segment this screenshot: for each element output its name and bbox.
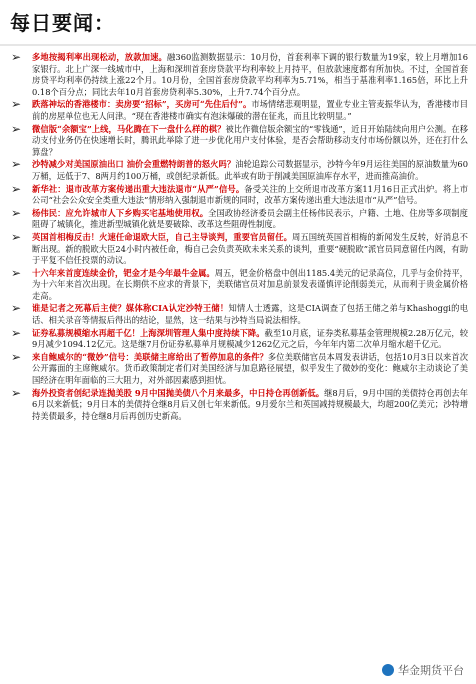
page-title: 每日要闻：: [10, 11, 115, 35]
news-headline: 沙特减少对美国原油出口 油价会重燃特朗普的怒火吗？: [32, 159, 236, 170]
news-headline: 多地按揭利率出现松动，放款加速。: [32, 52, 167, 62]
bullet-arrow-icon: ➢: [11, 301, 22, 316]
news-list: [8, 52, 468, 423]
bullet-arrow-icon: ➢: [11, 157, 22, 172]
news-headline: 新华社：退市改革方案传递出重大违法退市“从严”信号。: [32, 183, 245, 194]
bullet-arrow-icon: ➢: [11, 349, 22, 364]
news-body: 周五，钯金价格盘中创出1185.4美元的记录高位，几乎与金价持平，为十六年来首次出现。在长期供不应求的背景下，美联储官员对加息前景发表谨慎评论削弱美元，从而利于贵金属价格走高。: [32, 267, 468, 301]
news-item: [8, 265, 468, 303]
news-body: 全国政协经济委员会副主任杨伟民表示，户籍、土地、住房等多项制度阻碍了城镇化，推进新型城镇化就是要破除、改革这些阻碍性制度。: [32, 207, 468, 230]
news-body: 油轮追踪公司数据显示，沙特今年9月运往美国的原油数量为60万桶，远低于7、8两月约100万桶，或创纪录新低。此举或有助于削减美国原油库存水平，进而推高油价。: [32, 159, 468, 181]
news-item: [8, 325, 468, 351]
news-headline: 海外投资者创纪录连抛美股 9月中国抛美债八个月来最多，中日持仓再创新低。: [32, 387, 325, 398]
news-item: [8, 303, 468, 326]
news-item: [8, 229, 468, 267]
bullet-arrow-icon: ➢: [11, 97, 22, 112]
news-headline: 十六年来首度连续金价，钯金才是今年最牛金属。: [32, 267, 215, 278]
news-item: [8, 99, 468, 122]
news-headline: 英国首相梅反击！火速任命退欧大臣，自己主导谈判，重要官员留任。: [32, 231, 292, 242]
watermark-text: 华金期货平台: [398, 664, 464, 677]
bullet-arrow-icon: ➢: [11, 229, 22, 244]
news-body: 市场情绪悲观明显，置业专业主管麦振华认为，香港楼市目前的房屋单位也无人问津。“现在香港楼市确实有泡沫爆破的潜在征兆，而且比较明显。”: [32, 99, 468, 121]
watermark: [380, 662, 466, 678]
news-item: [8, 349, 468, 387]
header: [0, 0, 476, 46]
news-item: [8, 181, 468, 207]
news-headline: 谁是记者之死幕后主使？媒体称CIA认定沙特王储！: [32, 303, 229, 314]
news-item: [8, 385, 469, 423]
news-body: 截至10月底，证券类私募基金管理规模2.28万亿元，较9月减少1094.12亿元。这是继7月份证券私募单月规模减少1262亿元之后，今年年内第二次单月缩水超千亿元。: [32, 327, 468, 350]
news-headline: 微信版“余额宝”上线，马化腾在下一盘什么样的棋？: [32, 123, 226, 134]
news-body: 被比作微信版余额宝的“零钱通”，近日开始陆续向用户公测。在移动支付业务仍在快速增长时，腾讯此举除了进一步优化用户支付体验，是否会帮助移动支付市场份额以外，还在打什么算盘？: [32, 123, 468, 157]
bullet-arrow-icon: ➢: [11, 325, 22, 340]
bullet-arrow-icon: ➢: [11, 205, 22, 220]
news-headline: 证券私募规模缩水再超千亿！上海深圳管理人集中度持续下降。: [32, 327, 265, 338]
news-item: [8, 205, 468, 231]
news-headline: 跌落神坛的香港楼市：卖房要“招标”，买房可“先住后付”。: [32, 99, 252, 110]
news-headline: 来自鲍威尔的“微妙”信号：美联储主席给出了暂停加息的条件？: [32, 351, 268, 362]
news-item: [8, 121, 468, 159]
news-body: 周五国统英国首相梅的新闻发生反转，好消息不断出现。新的脱欧大臣24小时内被任命，梅自己会负责英欧未来关系的谈判，重要“硬脱欧”派官员同意留任内阁，有助于平复不信任投票的动议。: [32, 231, 468, 266]
news-item: [8, 52, 468, 98]
news-body: 知情人士透露，这是CIA调查了包括王储之弟与Khashoggi的电话、相关录音等情报后得出的结论，显然，这一结果与沙特当局说法相悖。: [32, 303, 468, 326]
news-body: 备受关注的上交所退市改革方案11月16日正式出炉。将上市公司“社会公众安全类重大违法”情形纳入强制退市新规的同时，改革方案传递出重大违法退市“从严”信号。: [32, 183, 468, 206]
bullet-arrow-icon: ➢: [11, 121, 22, 136]
news-headline: 杨伟民：应允许城市人下乡购买宅基地使用权。: [32, 207, 209, 218]
news-item: [8, 159, 468, 182]
bullet-arrow-icon: ➢: [11, 265, 22, 280]
wechat-logo-icon: [382, 664, 394, 676]
news-body: 继8月后，9月中国的美债持仓再创去年6月以来新低；9月日本的美债持仓继8月后又创七年来新低。9月爱尔兰和英国减持规模最大，均超200亿美元；沙特增持美债最多，持仓继8月后再创历史新高。: [32, 387, 469, 421]
bullet-arrow-icon: ➢: [11, 50, 22, 64]
bullet-arrow-icon: ➢: [11, 385, 22, 400]
bullet-arrow-icon: ➢: [11, 181, 22, 196]
news-body: 多位美联储官员本周发表讲话，包括10月3日以来首次公开露面的主席鲍威尔。货币政策制定者们对美国经济与加息路径展望，似乎发生了微妙的变化：鲍威尔主动谈论了美国经济在明年面临的三大阻力，对外部因素感到担忧。: [32, 351, 468, 386]
news-body: 融360监测数据显示：10月份，首套利率下调的银行数量为19家，较上月增加16家银行。北上广深一线城市中，上海和深圳首套房贷款平均利率较上月持平，但放款速度都有所加快。不过，全国首套房贷平均利率仍持续上涨22个月。10月份，全国首套房贷款平均利率为5.71%，相当于基准利率1.165倍，环比上升0.18个百分点；同比去年10月首套房贷利率5.30%，上升7.74个百分点。: [32, 52, 468, 97]
